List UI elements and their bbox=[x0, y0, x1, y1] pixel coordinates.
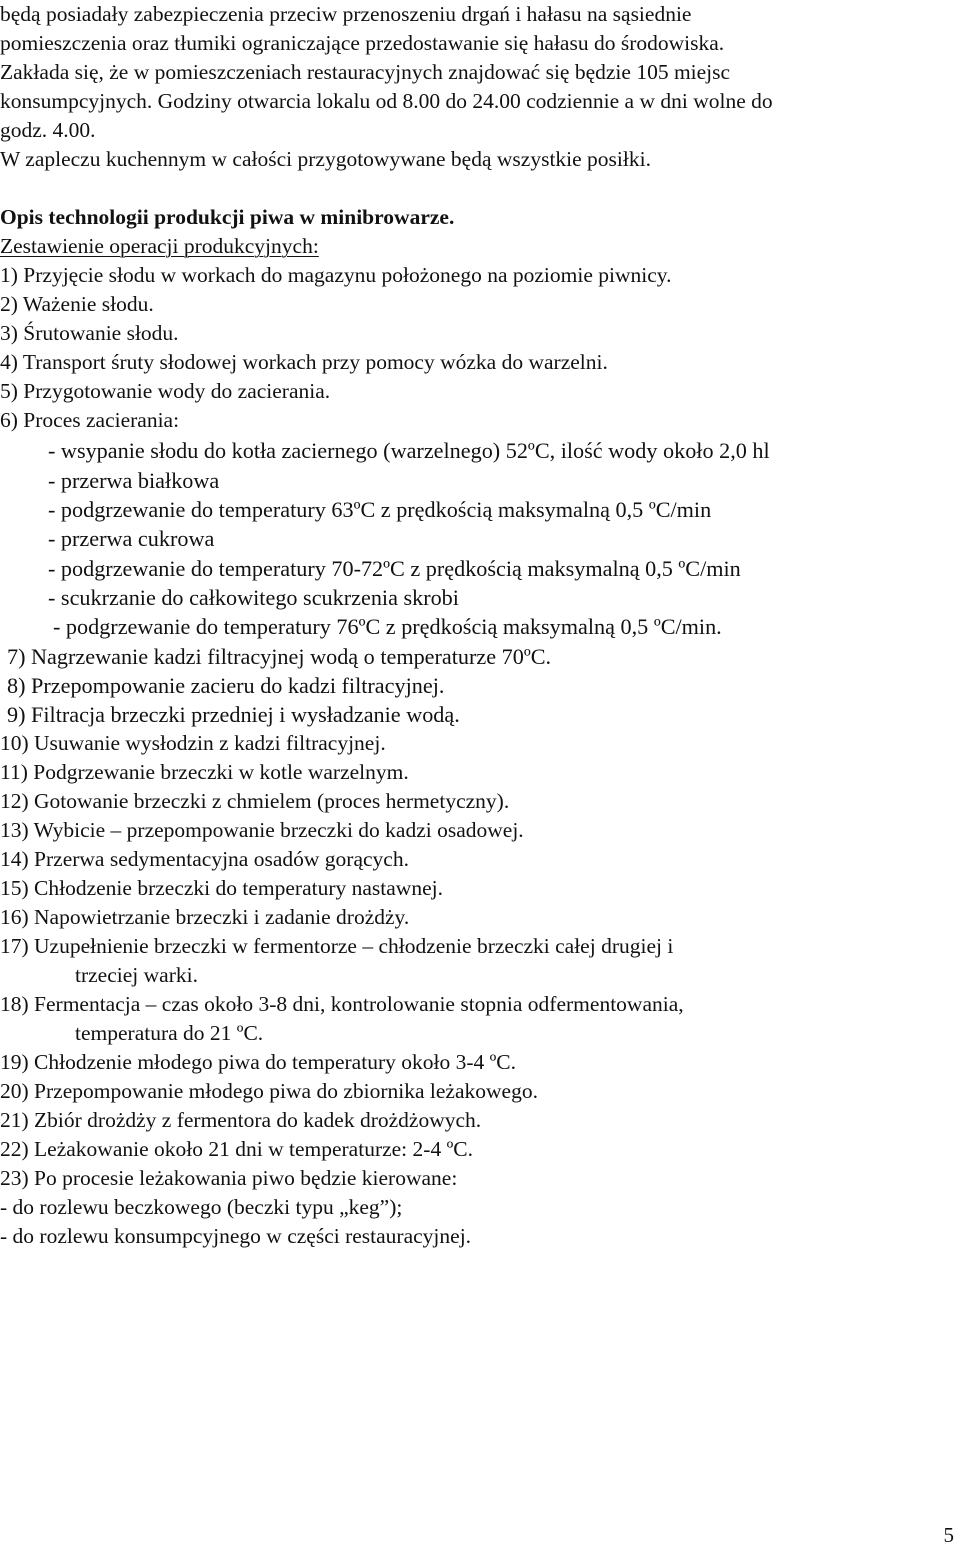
subheading: Zestawienie operacji produkcyjnych: bbox=[0, 234, 319, 258]
sub-list-item: - przerwa cukrowa bbox=[48, 526, 215, 551]
intro-line: pomieszczenia oraz tłumiki ograniczające przedostawanie się hałasu do środowiska. bbox=[0, 31, 725, 55]
list-item: 14) Przerwa sedymentacyjna osadów gorących. bbox=[0, 847, 409, 871]
list-item: 1) Przyjęcie słodu w workach do magazynu położonego na poziomie piwnicy. bbox=[0, 263, 672, 287]
list-item: 10) Usuwanie wysłodzin z kadzi filtracyjnej. bbox=[0, 731, 386, 755]
list-item: - do rozlewu konsumpcyjnego w części restauracyjnej. bbox=[0, 1224, 472, 1248]
list-item-continuation: trzeciej warki. bbox=[75, 963, 198, 987]
sub-list-item: - przerwa białkowa bbox=[48, 468, 220, 493]
sub-list-item: - podgrzewanie do temperatury 63ºC z prędkością maksymalną 0,5 ºC/min bbox=[48, 497, 712, 522]
list-item: 22) Leżakowanie około 21 dni w temperaturze: 2-4 ºC. bbox=[0, 1137, 473, 1161]
list-item: 18) Fermentacja – czas około 3-8 dni, kontrolowanie stopnia odfermentowania, bbox=[0, 992, 684, 1016]
list-item-continuation: temperatura do 21 ºC. bbox=[75, 1021, 264, 1045]
intro-line: konsumpcyjnych. Godziny otwarcia lokalu od 8.00 do 24.00 codziennie a w dni wolne do bbox=[0, 89, 773, 113]
list-item: 23) Po procesie leżakowania piwo będzie kierowane: bbox=[0, 1166, 458, 1190]
list-item: 21) Zbiór drożdży z fermentora do kadek drożdżowych. bbox=[0, 1108, 482, 1132]
list-item: 15) Chłodzenie brzeczki do temperatury nastawnej. bbox=[0, 876, 443, 900]
sub-list-item: - scukrzanie do całkowitego scukrzenia skrobi bbox=[48, 585, 459, 610]
list-item: 13) Wybicie – przepompowanie brzeczki do kadzi osadowej. bbox=[0, 818, 524, 842]
list-item: 5) Przygotowanie wody do zacierania. bbox=[0, 379, 331, 403]
list-item: 12) Gotowanie brzeczki z chmielem (proces hermetyczny). bbox=[0, 789, 510, 813]
page-number: 5 bbox=[943, 1523, 954, 1547]
sub-list-item: - podgrzewanie do temperatury 70-72ºC z prędkością maksymalną 0,5 ºC/min bbox=[48, 556, 741, 581]
list-item: 4) Transport śruty słodowej workach przy pomocy wózka do warzelni. bbox=[0, 350, 608, 374]
intro-line: W zapleczu kuchennym w całości przygotowywane będą wszystkie posiłki. bbox=[0, 147, 651, 171]
intro-line: godz. 4.00. bbox=[0, 118, 96, 142]
list-item: 11) Podgrzewanie brzeczki w kotle warzelnym. bbox=[0, 760, 409, 784]
intro-line: będą posiadały zabezpieczenia przeciw przenoszeniu drgań i hałasu na sąsiednie bbox=[0, 2, 692, 26]
list-item: 20) Przepompowanie młodego piwa do zbiornika leżakowego. bbox=[0, 1079, 538, 1103]
list-item: 3) Śrutowanie słodu. bbox=[0, 321, 179, 345]
list-item: 6) Proces zacierania: bbox=[0, 408, 180, 432]
list-item: 17) Uzupełnienie brzeczki w fermentorze – chłodzenie brzeczki całej drugiej i bbox=[0, 934, 674, 958]
sub-list-item: - wsypanie słodu do kotła zaciernego (warzelnego) 52ºC, ilość wody około 2,0 hl bbox=[48, 438, 770, 463]
list-item: - do rozlewu beczkowego (beczki typu „keg”); bbox=[0, 1195, 403, 1219]
list-item: 19) Chłodzenie młodego piwa do temperatury około 3-4 ºC. bbox=[0, 1050, 516, 1074]
sub-list-item: - podgrzewanie do temperatury 76ºC z prędkością maksymalną 0,5 ºC/min. bbox=[53, 614, 722, 639]
list-item: 2) Ważenie słodu. bbox=[0, 292, 154, 316]
list-item: 8) Przepompowanie zacieru do kadzi filtracyjnej. bbox=[7, 673, 445, 698]
section-heading: Opis technologii produkcji piwa w minibrowarze. bbox=[0, 205, 455, 229]
intro-line: Zakłada się, że w pomieszczeniach restauracyjnych znajdować się będzie 105 miejsc bbox=[0, 60, 731, 84]
list-item: 16) Napowietrzanie brzeczki i zadanie drożdży. bbox=[0, 905, 410, 929]
list-item: 7) Nagrzewanie kadzi filtracyjnej wodą o temperaturze 70ºC. bbox=[7, 644, 552, 669]
list-item: 9) Filtracja brzeczki przedniej i wysładzanie wodą. bbox=[7, 702, 460, 727]
